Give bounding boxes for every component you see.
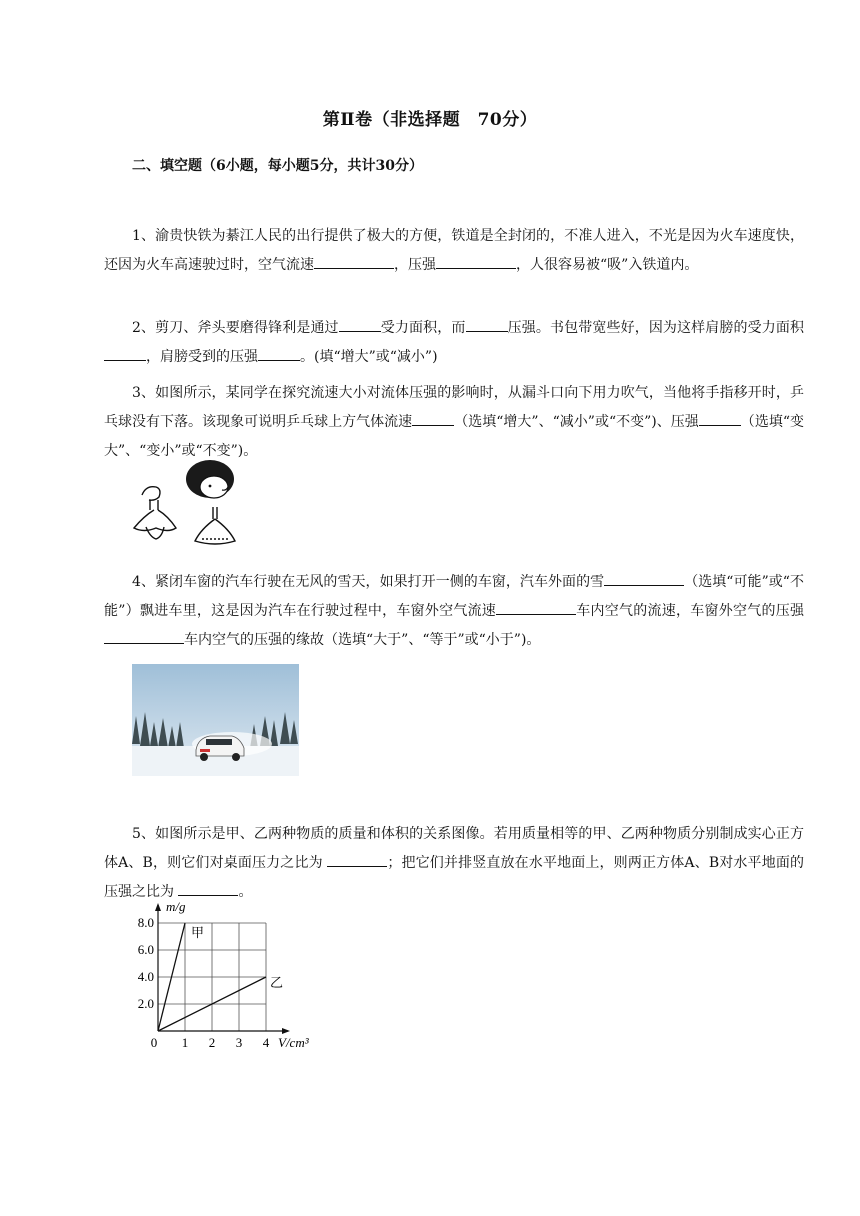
q3-text-b: （选填“增大”、“减小”或“不变”)、压强 — [454, 414, 699, 430]
q4-blank-3[interactable] — [104, 628, 184, 644]
q5-blank-1[interactable] — [327, 851, 387, 867]
car-in-snow-photo — [132, 664, 299, 776]
q2-text-c: 压强。书包带宽些好，因为这样肩膀的受力面积 — [507, 320, 804, 336]
q1-blank-2[interactable] — [436, 253, 516, 269]
question-2 — [104, 314, 804, 372]
y-tick-label: 2.0 — [137, 996, 154, 1011]
q3-blank-2[interactable] — [699, 410, 741, 426]
q4-text-d: 车内空气的压强的缘故（选填“大于”、“等于”或“小于”)。 — [184, 632, 541, 648]
q1-text-c: ，人很容易被“吸”入铁道内。 — [516, 257, 699, 273]
y-tick-label: 6.0 — [137, 942, 154, 957]
funnel-experiment-figure — [130, 455, 250, 547]
y-tick-label: 8.0 — [137, 915, 154, 930]
q4-blank-2[interactable] — [496, 599, 576, 615]
q2-text-b: 受力面积，而 — [380, 320, 466, 336]
x-tick-label: 2 — [208, 1035, 216, 1050]
y-tick-label: 4.0 — [137, 969, 154, 984]
q3-blank-1[interactable] — [412, 410, 454, 426]
q4-blank-1[interactable] — [604, 570, 684, 586]
question-3 — [104, 379, 804, 466]
q1-blank-1[interactable] — [314, 253, 394, 269]
q5-text-c: 。 — [238, 884, 253, 900]
x-tick-label: 0 — [150, 1035, 158, 1050]
x-axis-arrow — [282, 1028, 290, 1034]
x-tick-label: 1 — [181, 1035, 189, 1050]
section-heading: 二、填空题（6小题，每小题5分，共计30分） — [132, 158, 423, 174]
page-title: 第Ⅱ卷（非选择题 70分） — [322, 110, 538, 130]
question-1 — [104, 222, 804, 280]
question-5 — [104, 820, 804, 907]
q2-blank-2[interactable] — [466, 316, 508, 332]
x-tick-label: 4 — [262, 1035, 270, 1050]
series-label-2: 乙 — [270, 976, 284, 991]
q5-blank-2[interactable] — [178, 880, 238, 896]
q4-text-c: 车内空气的流速，车窗外空气的压强 — [576, 603, 805, 619]
q4-text-b: （选填“可能”或“不能”）飘进车里，这是因为汽车在行驶过程中，车窗外空气流速 — [104, 574, 804, 619]
question-4 — [104, 568, 804, 655]
q4-text-a: 4、紧闭车窗的汽车行驶在无风的雪天，如果打开一侧的车窗，汽车外面的雪 — [132, 574, 605, 590]
q2-blank-1[interactable] — [339, 316, 381, 332]
q1-text-a: 1、渝贵快铁为綦江人民的出行提供了极大的方便，铁道是全封闭的，不准人进入，不光是因为火车速度快，还因为火车高速驶过时，空气流速 — [104, 228, 804, 273]
q2-text-e: 。(填“增大”或“减小”) — [300, 349, 438, 365]
mass-volume-chart — [130, 895, 330, 1055]
q3-text-c: （选填“变大”、“变小”或“不变”)。 — [104, 414, 804, 459]
y-axis-label: m/g — [166, 899, 186, 914]
series-label-1: 甲 — [191, 926, 205, 941]
q5-text-a: 5、如图所示是甲、乙两种物质的质量和体积的关系图像。若用质量相等的甲、乙两种物质分别制成实心正方体A、B，则它们对桌面压力之比为 — [104, 826, 804, 871]
q2-text-a: 2、剪刀、斧头要磨得锋利是通过 — [132, 320, 339, 336]
x-axis-label: V/cm³ — [278, 1035, 309, 1050]
q3-text-a: 3、如图所示，某同学在探究流速大小对流体压强的影响时，从漏斗口向下用力吹气，当他将手指移开时，乒乓球没有下落。该现象可说明乒乓球上方气体流速 — [104, 385, 804, 430]
q2-text-d: ，肩膀受到的压强 — [146, 349, 258, 365]
x-tick-label: 3 — [235, 1035, 243, 1050]
q1-text-b: ，压强 — [394, 257, 436, 273]
q2-blank-4[interactable] — [258, 345, 300, 361]
y-axis-arrow — [155, 903, 161, 911]
q2-blank-3[interactable] — [104, 345, 146, 361]
q5-text-b: ；把它们并排竖直放在水平地面上，则两正方体A、B对水平地面的压强之比为 — [104, 855, 804, 900]
